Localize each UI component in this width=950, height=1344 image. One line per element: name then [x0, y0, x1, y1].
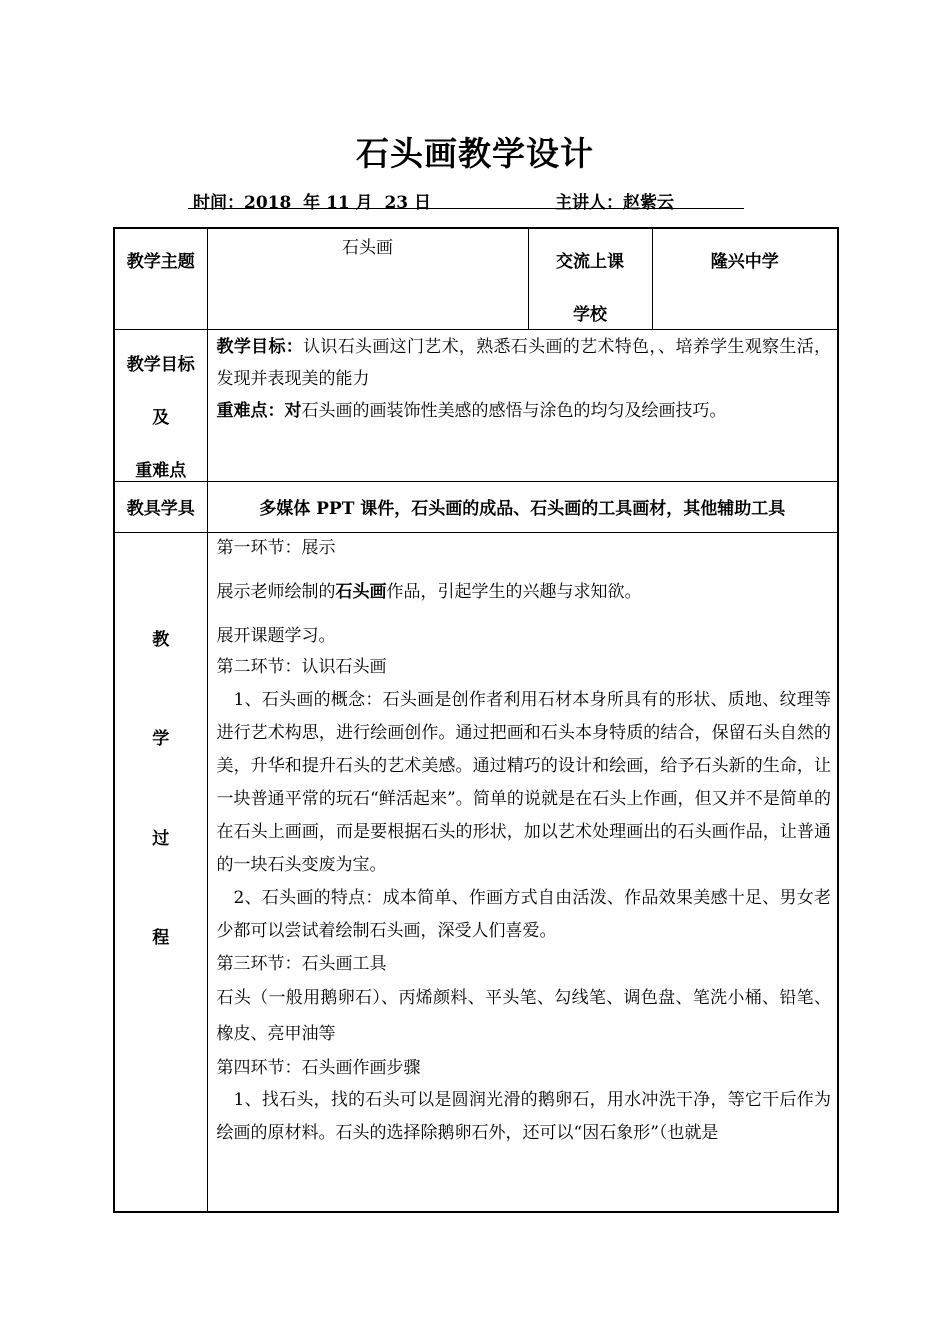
- lesson-plan-table: [113, 227, 839, 1213]
- school-label-line-2: 学校: [573, 305, 607, 325]
- speaker-value: 赵紫云: [623, 193, 674, 213]
- goals-cell: [207, 329, 838, 481]
- process-row: [114, 532, 838, 1212]
- stage-1-text-b: 作品，引起学生的兴趣与求知欲。: [386, 581, 642, 602]
- stage-2-concept: 1、石头画的概念：石头画是创作者利用石材本身所具有的形状、质地、纹理等进行艺术构思，进行绘画创作。通过把画和石头本身特质的结合，保留石头自然的美，升华和提升石头的艺术美感。通过精巧的设计和绘画，给予石头新的生命，让一块普通平常的玩石“鲜活起来”。简单的说就是在石头上作画，但又并不是简单的在石头上画画，而是要根据石头的形状，加以艺术处理画出的石头画作品，让普通的一块石头变废为宝。: [216, 689, 831, 875]
- goals-row: [114, 329, 838, 481]
- process-label-char-3: 过: [152, 828, 170, 849]
- materials-label-cell: [114, 481, 207, 532]
- goals-label-line-2: 及: [152, 407, 170, 428]
- stage-3-tools: 石头（一般用鹅卵石）、丙烯颜料、平头笔、勾线笔、调色盘、笔洗小桶、铅笔、橡皮、亮甲油等: [216, 987, 831, 1044]
- stage-1-note: 展开课题学习。: [216, 625, 336, 646]
- topic-cell: [207, 228, 528, 329]
- materials-label: 教具学具: [126, 499, 195, 519]
- topic-row: [114, 228, 838, 329]
- stage-1-text-bold: 石头画: [335, 581, 387, 602]
- stage-4-step-1: 1、找石头，找的石头可以是圆润光滑的鹅卵石，用水冲洗干净，等它干后作为绘画的原材料。石头的选择除鹅卵石外，还可以“因石象形”（也就是: [216, 1089, 831, 1143]
- document-title: 石头画教学设计: [356, 134, 594, 173]
- school-value: 隆兴中学: [710, 252, 779, 272]
- process-label-char-2: 学: [152, 728, 170, 749]
- speaker-label: 主讲人：: [555, 193, 623, 213]
- goals-label-cell: [114, 329, 207, 481]
- process-cell: [207, 532, 838, 1212]
- key-paragraph: [208, 395, 838, 427]
- materials-cell: [207, 481, 838, 532]
- stage-4-heading: 第四环节：石头画作画步骤: [216, 1057, 421, 1078]
- stage-1-heading: 第一环节：展示: [216, 537, 336, 558]
- key-label: 重难点：: [216, 400, 285, 421]
- process-label-char-4: 程: [152, 927, 170, 948]
- time-info: [193, 188, 431, 213]
- stage-2-heading: 第二环节：认识石头画: [216, 656, 387, 677]
- key-bold: 对: [284, 400, 302, 421]
- goals-label-line-3: 重难点: [135, 460, 187, 481]
- goal-text: 认识石头画这门艺术，熟悉石头画的艺术特色，、培养学生观察生活，发现并表现美的能力: [216, 336, 832, 389]
- speaker-info: [555, 188, 674, 213]
- header-underline: [188, 208, 744, 209]
- goals-label-line-1: 教学目标: [126, 354, 195, 375]
- school-label-line-1: 交流上课: [556, 252, 624, 272]
- school-cell: [652, 228, 838, 329]
- goal-label: 教学目标：: [216, 336, 304, 357]
- stage-3-heading: 第三环节：石头画工具: [216, 953, 387, 974]
- topic-label-cell: [114, 228, 207, 329]
- topic-value: 石头画: [342, 238, 393, 258]
- topic-label: 教学主题: [126, 252, 195, 272]
- goal-paragraph: [208, 330, 838, 395]
- school-label-cell: [528, 228, 652, 329]
- time-value: 2018 年 11 月 23 日: [244, 193, 432, 213]
- process-label-cell: [114, 532, 207, 1212]
- materials-content: 多媒体 PPT 课件，石头画的成品、石头画的工具画材，其他辅助工具: [259, 499, 786, 519]
- stage-1-text: [208, 563, 838, 607]
- stage-1-text-a: 展示老师绘制的: [216, 581, 336, 602]
- process-label-char-1: 教: [152, 629, 170, 650]
- stage-2-features: 2、石头画的特点：成本简单、作画方式自由活泼、作品效果美感十足、男女老少都可以尝试着绘制石头画，深受人们喜爱。: [216, 887, 831, 941]
- time-label: 时间：: [193, 193, 244, 213]
- key-text: 石头画的画装饰性美感的感悟与涂色的均匀及绘画技巧。: [301, 400, 727, 421]
- materials-row: [114, 481, 838, 532]
